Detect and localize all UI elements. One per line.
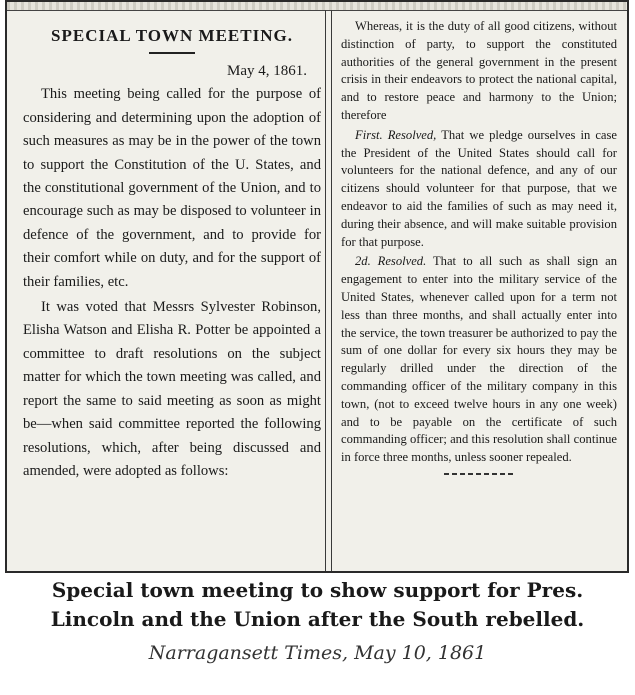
article-paragraph: It was voted that Messrs Sylvester Robinson, Elisha Watson and Elisha R. Potter be appointed a committee to draft resolutions on the subject matter for which the town meeting was called, and report the same to said meeting as soon as might be—when said committee reported the following resolutions, which, after being discussed and amended, were adopted as follows:	[23, 299, 321, 479]
article-dateline: May 4, 1861.	[227, 63, 307, 79]
resolution-label: 2d. Resolved.	[355, 254, 427, 269]
caption-title: Special town meeting to show support for Pres. Lincoln and the Union after the South rebelled.	[50, 578, 585, 631]
newspaper-clipping	[5, 0, 629, 573]
caption-source: Narragansett Times, May 10, 1861	[148, 642, 487, 664]
column-divider	[325, 10, 332, 571]
resolution-preamble: Whereas, it is the duty of all good citizens, without distinction of party, to support the constituted authorities of the general government in the present crisis in their endeavors to protect the national capital, and to restore peace and harmony to the Union; therefore	[341, 19, 617, 122]
resolution-label: First. Resolved,	[355, 127, 437, 142]
resolution-text: That we pledge ourselves in case the President of the United States should call for volunteers for the national defence, and any of our citizens should volunteer for that purpose, that we endeavor to aid the families of such as may need it, during their absence, and will make suitable provision for that purpose.	[341, 127, 617, 249]
resolution-second	[341, 253, 617, 467]
page-top-rule	[7, 2, 627, 11]
image-caption	[0, 576, 635, 668]
article-headline: SPECIAL TOWN MEETING.	[51, 26, 293, 45]
article-end-rule	[444, 473, 514, 475]
left-column	[23, 22, 321, 483]
resolution-text: That to all such as shall sign an engagement to enter into the military service of the United States, whenever called upon for a term not less than three months, and shall actually enter into the service, the town treasurer be authorized to pay the sum of one dollar for every six hours they may be regularly drilled under the direction of the commanding officer of the military company in this town, (not to exceed twelve hours in any one week) and to be payable on the certificate of such commanding officer; and this resolution shall continue in force three months, unless sooner repealed.	[341, 254, 618, 465]
right-column	[341, 18, 617, 475]
article-paragraph: This meeting being called for the purpose of considering and determining upon the adoption of such measures as may be in the power of the town to support the Constitution of the U. States, and the constitutional government of the Union, and to encourage such as may be disposed to volunteer in defence of the government, and to provide for their comfort while on duty, and for the support of their families, etc.	[23, 86, 321, 290]
headline-rule	[149, 52, 195, 54]
resolution-first	[341, 127, 617, 252]
